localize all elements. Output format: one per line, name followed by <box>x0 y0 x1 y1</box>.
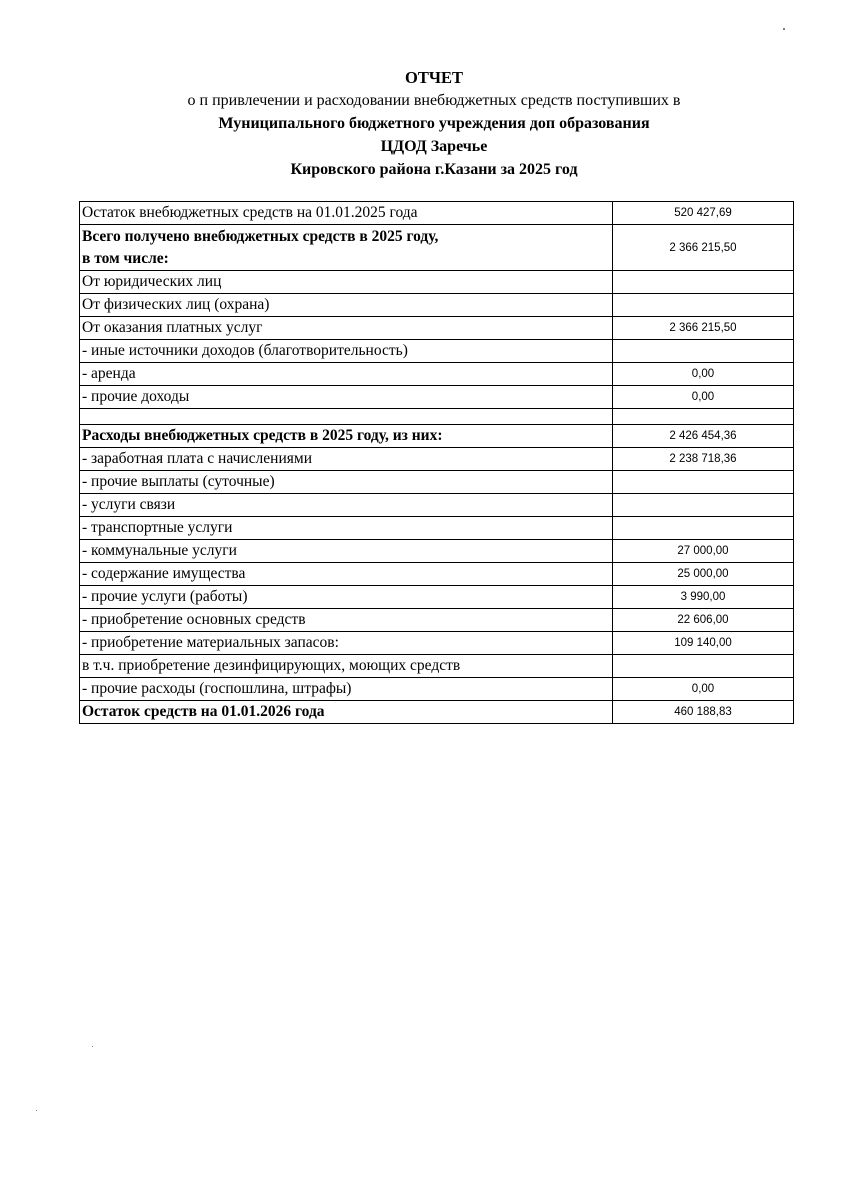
row-label: Остаток средств на 01.01.2026 года <box>80 701 613 724</box>
table-row <box>80 471 794 494</box>
row-label: От оказания платных услуг <box>80 317 613 340</box>
row-label: От физических лиц (охрана) <box>80 294 613 317</box>
row-value <box>613 340 794 363</box>
row-value: 2 366 215,50 <box>613 317 794 340</box>
row-label: - прочие услуги (работы) <box>80 586 613 609</box>
row-label: - услуги связи <box>80 494 613 517</box>
row-value: 0,00 <box>613 678 794 701</box>
table-row <box>80 225 794 271</box>
table-row <box>80 294 794 317</box>
table-row <box>80 448 794 471</box>
table-row <box>80 701 794 724</box>
row-label: - прочие выплаты (суточные) <box>80 471 613 494</box>
row-label: - иные источники доходов (благотворительность) <box>80 340 613 363</box>
table-row <box>80 340 794 363</box>
row-value <box>613 517 794 540</box>
row-value: 0,00 <box>613 386 794 409</box>
row-value <box>613 409 794 425</box>
row-value <box>613 271 794 294</box>
row-value: 520 427,69 <box>613 202 794 225</box>
row-value: 2 366 215,50 <box>613 225 794 271</box>
institution-name: Муниципального бюджетного учреждения доп образования <box>218 115 650 132</box>
row-label: От юридических лиц <box>80 271 613 294</box>
table-row <box>80 678 794 701</box>
table-row <box>80 494 794 517</box>
row-value: 460 188,83 <box>613 701 794 724</box>
row-value <box>613 494 794 517</box>
table-row <box>80 517 794 540</box>
row-label-line: Всего получено внебюджетных средств в 2025 году, <box>82 227 439 245</box>
row-value: 25 000,00 <box>613 563 794 586</box>
table-row <box>80 655 794 678</box>
scan-speck <box>36 1110 37 1111</box>
table-row <box>80 202 794 225</box>
institution-short-name: ЦДОД Заречье <box>380 138 488 155</box>
row-label: Остаток внебюджетных средств на 01.01.2025 года <box>80 202 613 225</box>
table-row <box>80 386 794 409</box>
row-value: 109 140,00 <box>613 632 794 655</box>
row-value: 3 990,00 <box>613 586 794 609</box>
table-row <box>80 563 794 586</box>
row-label: - аренда <box>80 363 613 386</box>
table-row <box>80 540 794 563</box>
table-row <box>80 425 794 448</box>
row-value <box>613 471 794 494</box>
report-title: ОТЧЕТ <box>405 68 463 87</box>
report-subtitle: о п привлечении и расходовании внебюджетных средств поступивших в <box>187 92 681 109</box>
row-label: - прочие доходы <box>80 386 613 409</box>
row-label: - транспортные услуги <box>80 517 613 540</box>
row-label <box>80 225 613 271</box>
row-value <box>613 655 794 678</box>
funds-table <box>79 201 794 724</box>
row-label: Расходы внебюджетных средств в 2025 году, из них: <box>80 425 613 448</box>
table-row <box>80 363 794 386</box>
row-label: - прочие расходы (госпошлина, штрафы) <box>80 678 613 701</box>
scan-speck <box>92 1046 93 1047</box>
row-value: 27 000,00 <box>613 540 794 563</box>
row-label: в т.ч. приобретение дезинфицирующих, моющих средств <box>80 655 613 678</box>
row-label: - коммунальные услуги <box>80 540 613 563</box>
row-label: - содержание имущества <box>80 563 613 586</box>
table-row <box>80 632 794 655</box>
row-value: 2 238 718,36 <box>613 448 794 471</box>
row-value: 22 606,00 <box>613 609 794 632</box>
table-row-empty <box>80 409 794 425</box>
row-label: - приобретение материальных запасов: <box>80 632 613 655</box>
row-label <box>80 409 613 425</box>
row-value <box>613 294 794 317</box>
row-label: - приобретение основных средств <box>80 609 613 632</box>
row-value: 2 426 454,36 <box>613 425 794 448</box>
row-label-line: в том числе: <box>82 249 169 267</box>
table-row <box>80 586 794 609</box>
table-row <box>80 271 794 294</box>
row-value: 0,00 <box>613 363 794 386</box>
table-row <box>80 317 794 340</box>
row-label: - заработная плата с начислениями <box>80 448 613 471</box>
district-period: Кировского района г.Казани за 2025 год <box>290 161 578 178</box>
table-row <box>80 609 794 632</box>
report-header <box>0 66 868 181</box>
scan-speck <box>783 28 785 30</box>
